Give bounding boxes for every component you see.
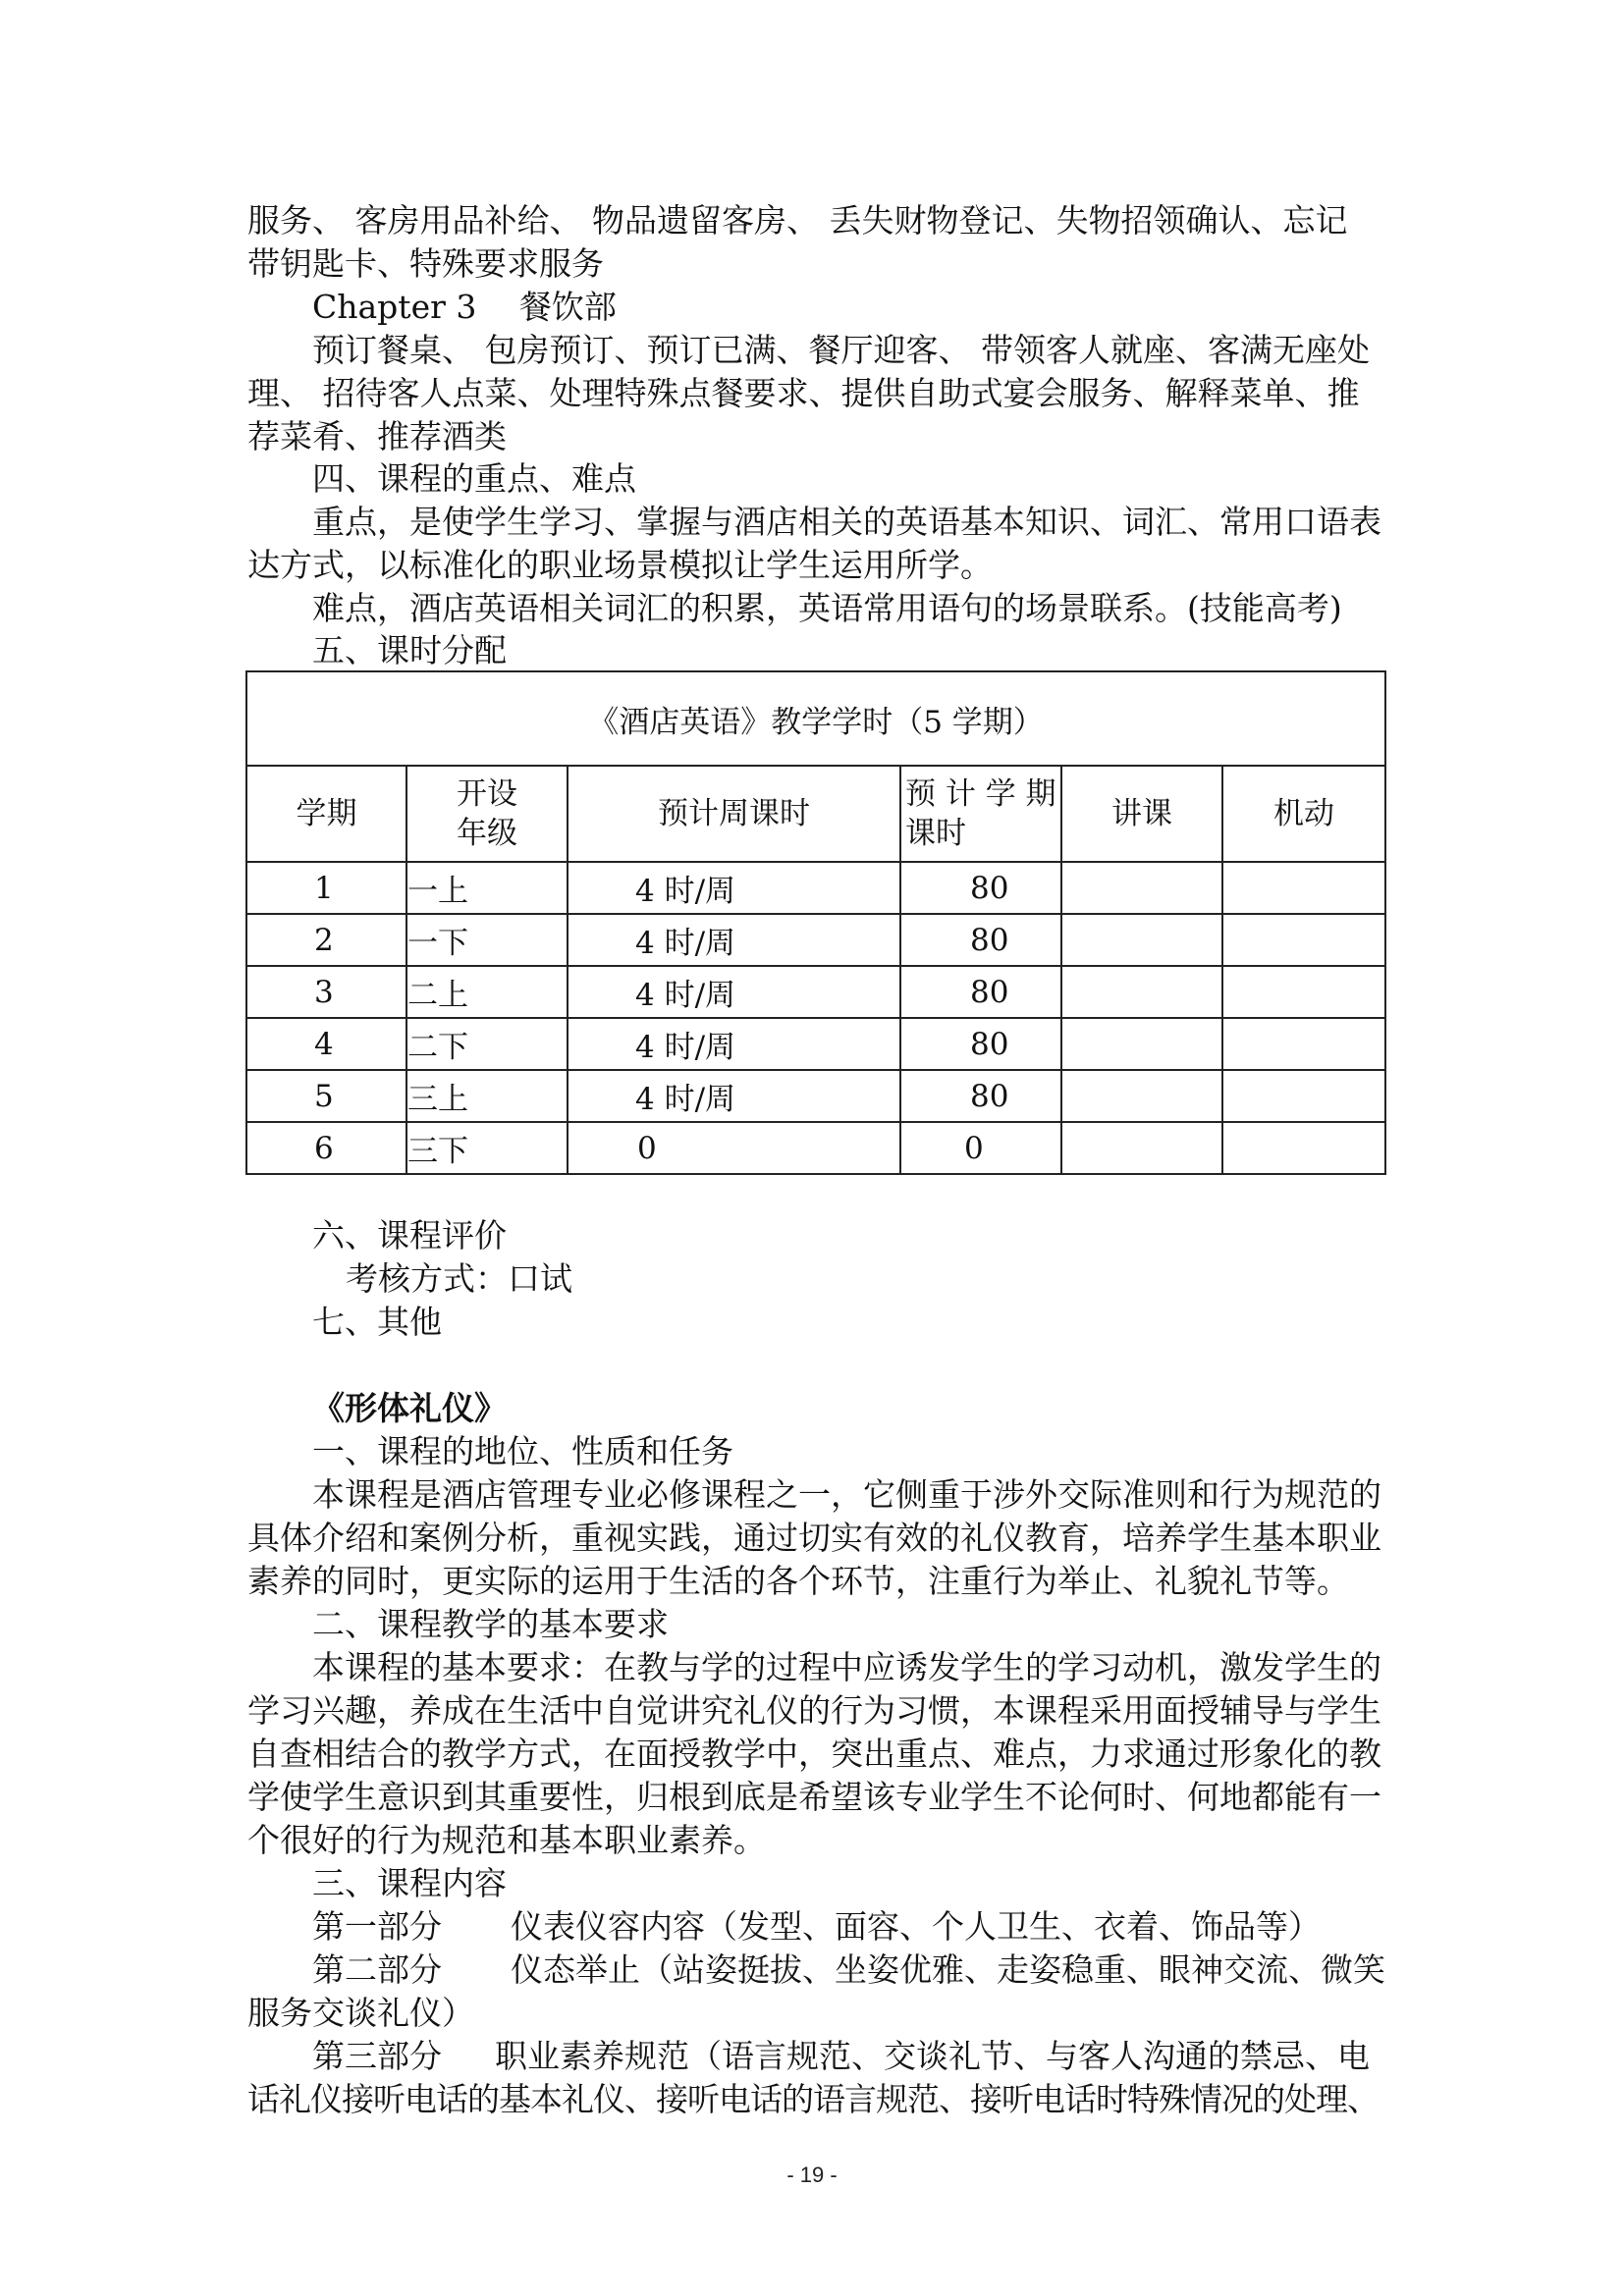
cell-total: 80 bbox=[900, 1018, 1061, 1070]
cell-flex bbox=[1222, 1018, 1385, 1070]
section-heading: 四、课程的重点、难点 bbox=[312, 459, 636, 498]
body-line: 本课程的基本要求：在教与学的过程中应诱发学生的学习动机，激发学生的 bbox=[312, 1648, 1381, 1686]
header-flex: 机动 bbox=[1222, 766, 1385, 862]
header-term-hours: 预 计 学 期 课时 bbox=[900, 766, 1061, 862]
part-label: 第二部分 bbox=[312, 1950, 442, 1989]
table-row bbox=[246, 862, 1385, 914]
course-title: 《形体礼仪》 bbox=[312, 1389, 507, 1427]
body-line: 学使学生意识到其重要性，归根到底是希望该专业学生不论何时、何地都能有一 bbox=[247, 1778, 1381, 1816]
table-header-row bbox=[246, 766, 1385, 862]
cell-lecture bbox=[1061, 914, 1222, 966]
cell-term: 6 bbox=[246, 1122, 406, 1174]
cell-total: 0 bbox=[900, 1122, 1061, 1174]
body-line: 达方式，以标准化的职业场景模拟让学生运用所学。 bbox=[247, 546, 993, 584]
cell-grade: 二下 bbox=[406, 1018, 568, 1070]
part-label: 第一部分 bbox=[312, 1907, 442, 1946]
cell-total: 80 bbox=[900, 966, 1061, 1018]
body-line: 难点，酒店英语相关词汇的积累，英语常用语句的场景联系。(技能高考) bbox=[312, 589, 1342, 627]
cell-total: 80 bbox=[900, 1070, 1061, 1122]
part-text: 职业素养规范（语言规范、交谈礼节、与客人沟通的禁忌、电 bbox=[495, 2037, 1370, 2075]
hours-table bbox=[245, 670, 1386, 1175]
section-heading: 五、课时分配 bbox=[312, 631, 507, 669]
cell-total: 80 bbox=[900, 914, 1061, 966]
part-label: 第三部分 bbox=[312, 2037, 442, 2075]
table-row bbox=[246, 1018, 1385, 1070]
cell-flex bbox=[1222, 914, 1385, 966]
cell-weekly: 4 时/周 bbox=[568, 966, 900, 1018]
table-row bbox=[246, 1122, 1385, 1174]
cell-lecture bbox=[1061, 1070, 1222, 1122]
content-part-line bbox=[312, 1949, 1451, 1992]
body-line: 服务、 客房用品补给、 物品遗留客房、 丢失财物登记、失物招领确认、忘记 bbox=[247, 201, 1348, 240]
content-part-line bbox=[312, 1905, 1451, 1949]
cell-grade: 一上 bbox=[406, 862, 568, 914]
body-line: 重点，是使学生学习、掌握与酒店相关的英语基本知识、词汇、常用口语表 bbox=[312, 503, 1381, 541]
header-lecture: 讲课 bbox=[1061, 766, 1222, 862]
section-heading: 二、课程教学的基本要求 bbox=[312, 1605, 669, 1643]
cell-flex bbox=[1222, 862, 1385, 914]
cell-flex bbox=[1222, 1122, 1385, 1174]
page-number: - 19 - bbox=[786, 2163, 838, 2187]
body-line: 预订餐桌、 包房预订、预订已满、餐厅迎客、 带领客人就座、客满无座处 bbox=[312, 331, 1370, 369]
cell-lecture bbox=[1061, 862, 1222, 914]
cell-weekly: 4 时/周 bbox=[568, 862, 900, 914]
cell-weekly: 4 时/周 bbox=[568, 914, 900, 966]
body-line: 本课程是酒店管理专业必修课程之一，它侧重于涉外交际准则和行为规范的 bbox=[312, 1475, 1381, 1514]
cell-grade: 三下 bbox=[406, 1122, 568, 1174]
body-line: 具体介绍和案例分析，重视实践，通过切实有效的礼仪教育，培养学生基本职业 bbox=[247, 1519, 1381, 1557]
table-caption: 《酒店英语》教学学时（5 学期） bbox=[246, 671, 1385, 766]
section-heading: 六、课程评价 bbox=[312, 1216, 507, 1255]
body-line: 学习兴趣，养成在生活中自觉讲究礼仪的行为习惯，本课程采用面授辅导与学生 bbox=[247, 1691, 1381, 1730]
cell-term: 3 bbox=[246, 966, 406, 1018]
cell-grade: 二上 bbox=[406, 966, 568, 1018]
cell-weekly: 4 时/周 bbox=[568, 1070, 900, 1122]
section-heading: 三、课程内容 bbox=[312, 1864, 507, 1902]
cell-weekly: 0 bbox=[568, 1122, 900, 1174]
cell-lecture bbox=[1061, 966, 1222, 1018]
cell-term: 1 bbox=[246, 862, 406, 914]
cell-total: 80 bbox=[900, 862, 1061, 914]
cell-flex bbox=[1222, 1070, 1385, 1122]
body-line: 话礼仪接听电话的基本礼仪、接听电话的语言规范、接听电话时特殊情况的处理、 bbox=[247, 2080, 1379, 2118]
header-grade: 开设 年级 bbox=[406, 766, 568, 862]
cell-weekly: 4 时/周 bbox=[568, 1018, 900, 1070]
cell-term: 4 bbox=[246, 1018, 406, 1070]
body-line: 自查相结合的教学方式，在面授教学中，突出重点、难点，力求通过形象化的教 bbox=[247, 1735, 1381, 1773]
body-line: 素养的同时，更实际的运用于生活的各个环节，注重行为举止、礼貌礼节等。 bbox=[247, 1562, 1349, 1600]
body-line: 考核方式：口试 bbox=[346, 1259, 572, 1298]
cell-term: 2 bbox=[246, 914, 406, 966]
body-line: 荐菜肴、推荐酒类 bbox=[247, 417, 507, 455]
table-row bbox=[246, 1070, 1385, 1122]
cell-lecture bbox=[1061, 1122, 1222, 1174]
header-term: 学期 bbox=[246, 766, 406, 862]
part-text: 仪态举止（站姿挺拔、坐姿优雅、走姿稳重、眼神交流、微笑 bbox=[511, 1950, 1385, 1989]
body-line: 个很好的行为规范和基本职业素养。 bbox=[247, 1821, 766, 1859]
section-heading: 一、课程的地位、性质和任务 bbox=[312, 1432, 733, 1470]
cell-grade: 三上 bbox=[406, 1070, 568, 1122]
body-line: 理、 招待客人点菜、处理特殊点餐要求、提供自助式宴会服务、解释菜单、推 bbox=[247, 374, 1360, 412]
body-line: 服务交谈礼仪） bbox=[247, 1994, 474, 2032]
cell-term: 5 bbox=[246, 1070, 406, 1122]
body-line: 带钥匙卡、特殊要求服务 bbox=[247, 244, 604, 283]
header-weekly-hours: 预计周课时 bbox=[568, 766, 900, 862]
section-heading: 七、其他 bbox=[312, 1303, 442, 1341]
cell-grade: 一下 bbox=[406, 914, 568, 966]
content-part-line bbox=[312, 2035, 1451, 2078]
chapter-heading: Chapter 3 餐饮部 bbox=[312, 288, 617, 326]
part-text: 仪表仪容内容（发型、面容、个人卫生、衣着、饰品等） bbox=[511, 1907, 1321, 1946]
table-row bbox=[246, 966, 1385, 1018]
table-row bbox=[246, 914, 1385, 966]
cell-flex bbox=[1222, 966, 1385, 1018]
cell-lecture bbox=[1061, 1018, 1222, 1070]
